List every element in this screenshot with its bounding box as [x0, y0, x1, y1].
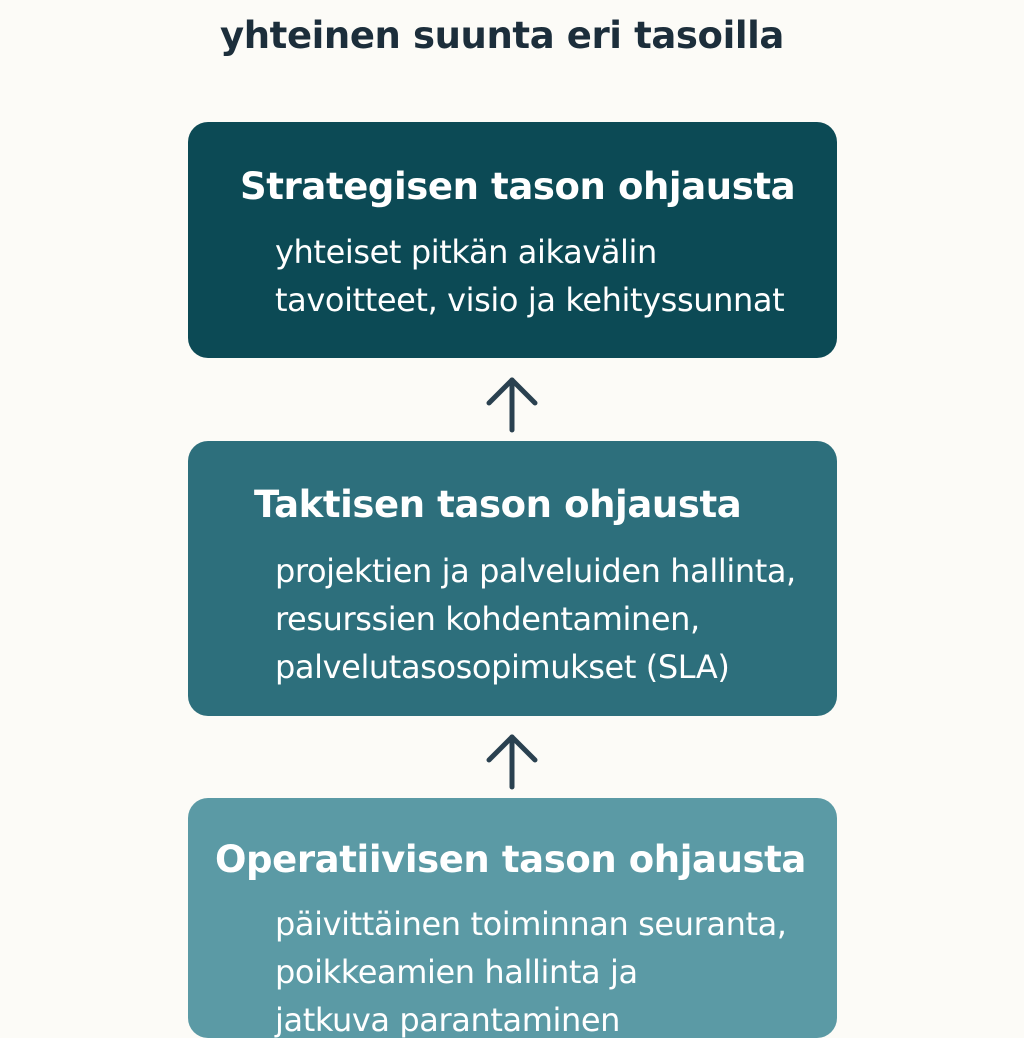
arrow-up-icon — [484, 374, 540, 434]
operative-level-description — [275, 900, 787, 1038]
strategic-level-description — [275, 228, 784, 324]
description-line: yhteiset pitkän aikavälin — [275, 233, 657, 271]
description-line: jatkuva parantaminen — [275, 1001, 621, 1038]
operative-level-box — [188, 798, 837, 1038]
page-title: yhteinen suunta eri tasoilla — [220, 14, 784, 57]
description-line: päivittäinen toiminnan seuranta, — [275, 905, 787, 943]
strategic-level-box — [188, 122, 837, 358]
tactical-level-description — [275, 547, 796, 691]
description-line: tavoitteet, visio ja kehityssunnat — [275, 281, 785, 319]
description-line: palvelutasosopimukset (SLA) — [275, 648, 730, 686]
operative-level-title: Operatiivisen tason ohjausta — [215, 838, 806, 881]
tactical-level-box — [188, 441, 837, 716]
strategic-level-title: Strategisen tason ohjausta — [240, 165, 796, 208]
description-line: poikkeamien hallinta ja — [275, 953, 638, 991]
tactical-level-title: Taktisen tason ohjausta — [254, 483, 742, 526]
description-line: projektien ja palveluiden hallinta, — [275, 552, 796, 590]
description-line: resurssien kohdentaminen, — [275, 600, 700, 638]
arrow-up-icon — [484, 731, 540, 791]
